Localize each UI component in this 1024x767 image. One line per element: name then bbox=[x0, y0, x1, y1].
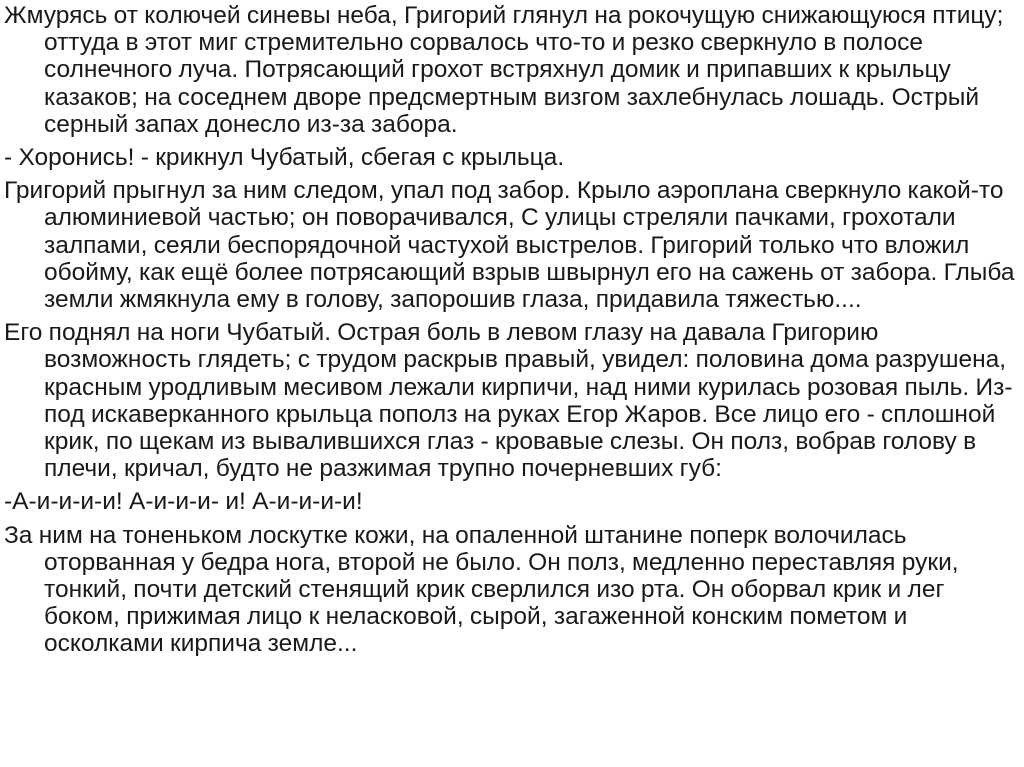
paragraph-1: Жмурясь от колючей синевы неба, Григорий глянул на рокочущую снижающуюся птицу; оттуда в этот миг стремительно сорвалось что-то и резко сверкнуло в полосе солнечного луча. Потрясающий грохот встряхнул домик и припавших к крыльцу казаков; на соседнем дворе предсмертным визгом захлебнулась лошадь. Острый серный запах донесло из-за забора. bbox=[4, 2, 1004, 138]
paragraph-6: За ним на тоненьком лоскутке кожи, на опаленной штанине поперк волочилась оторванная у бедра нога, второй не было. Он полз, медленно переставляя руки, тонкий, почти детский стенящий крик сверлился изо рта. Он оборвал крик и лег боком, прижимая лицо к неласковой, сырой, загаженной конским пометом и осколками кирпича земле... bbox=[4, 521, 959, 658]
text-block bbox=[4, 2, 1016, 664]
paragraph-4: Его поднял на ноги Чубатый. Острая боль в левом глазу на давала Григорию возможность глядеть; с трудом раскрыв правый, увидел: половина дома разрушена, красным уродливым месивом лежали кирпичи, над ними курилась розовая пыль. Из-под искаверканного крыльца пополз на руках Егор Жаров. Все лицо его - сплошной крик, по щекам из вывалившихся глаз - кровавые слезы. Он полз, вобрав голову в плечи, кричал, будто не разжимая трупно почерневших губ: bbox=[4, 319, 1013, 483]
paragraph-5: -А-и-и-и-и! А-и-и-и- и! А-и-и-и-и! bbox=[4, 488, 363, 516]
paragraph-3: Григорий прыгнул за ним следом, упал под забор. Крыло аэроплана сверкнуло какой-то алюминиевой частью; он поворачивался, С улицы стреляли пачками, грохотали залпами, сеяли беспорядочной частухой выстрелов. Григорий только что вложил обойму, как ещё более потрясающий взрыв швырнул его на сажень от забора. Глыба земли жмякнула ему в голову, запорошив глаза, придавила тяжестью.... bbox=[4, 177, 1015, 314]
paragraph-2: - Хоронись! - крикнул Чубатый, сбегая с крыльца. bbox=[4, 144, 565, 172]
